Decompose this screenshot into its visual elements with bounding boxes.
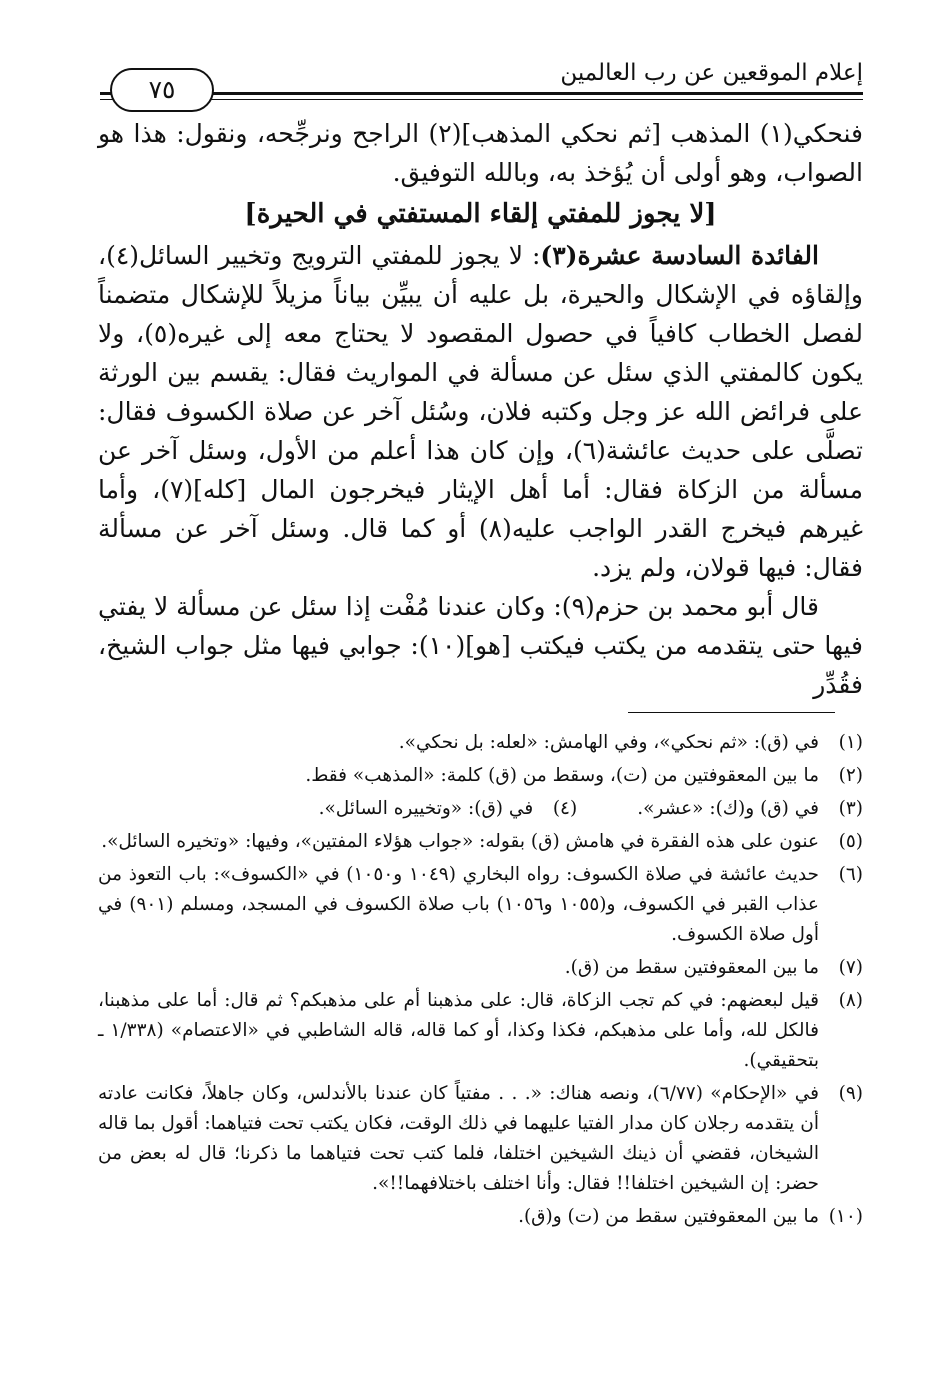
main-text xyxy=(98,114,863,704)
footnote-6 xyxy=(98,860,863,950)
footnote-number: (٦) xyxy=(838,864,863,885)
header-rule-thin xyxy=(100,99,863,100)
footnote-number: (٣) xyxy=(838,798,863,819)
paragraph-2-text: : لا يجوز للمفتي الترويج وتخيير السائل(٤)، وإلقاؤه في الإشكال والحيرة، بل عليه أن يبيِّن بياناً مزيلاً للإشكال متضمناً لفصل الخطاب كافياً في حصول المقصود لا يحتاج معه إلى غيره(٥)، ولا يكون كالمفتي الذي سئل عن مسألة في المواريث فقال: يقسم بين الورثة على فرائض الله عز وجل وكتبه فلان، وسُئل آخر عن صلاة الكسوف فقال: تصلَّى على حديث عائشة(٦)، وإن كان هذا أعلم من الأول، وسئل آخر عن مسألة من الزكاة فقال: أما أهل الإيثار فيخرجون المال [كله](٧)، وأما غيرهم فيخرج القدر الواجب عليه(٨) أو كما قال. وسئل آخر عن مسألة فقال: فيها قولان، ولم يزد. xyxy=(98,241,863,582)
footnotes xyxy=(98,728,863,1235)
footnote-number: (٥) xyxy=(838,831,863,852)
footnote-number: (١) xyxy=(838,732,863,753)
footnote-number: (٤) xyxy=(552,798,578,819)
footnote-7 xyxy=(98,953,863,983)
footnote-8 xyxy=(98,986,863,1076)
page-number-badge: ٧٥ xyxy=(110,68,214,112)
footnote-number: (٧) xyxy=(838,957,863,978)
footnote-separator xyxy=(628,712,835,713)
section-heading: [لا يجوز للمفتي إلقاء المستفتي في الحيرة] xyxy=(244,199,717,229)
footnote-number: (٨) xyxy=(838,990,863,1011)
footnote-text: في (ق): «ثم نحكي»، وفي الهامش: «لعله: بل نحكي». xyxy=(398,732,819,753)
footnote-text: في (ق) و(ك): «عشر». xyxy=(637,798,819,819)
footnote-number: (٢) xyxy=(838,765,863,786)
footnote-text: حديث عائشة في صلاة الكسوف: رواه البخاري (١٠٤٩ و١٠٥٠) في «الكسوف»: باب التعوذ من عذاب القبر في الكسوف، و(١٠٥٥ و١٠٥٦) باب صلاة الكسوف في المسجد، ومسلم (٩٠١) في أول صلاة الكسوف. xyxy=(98,864,819,945)
footnote-1 xyxy=(98,728,863,758)
footnote-5 xyxy=(98,827,863,857)
footnote-text: في «الإحكام» (٦/٧٧)، ونصه هناك: «. . . مفتياً كان عندنا بالأندلس، وكان جاهلاً، فكانت عادته أن يتقدمه رجلان كان مدار الفتيا عليهما في ذلك الوقت، فكان يكتب تحت فتياهما: أقول بما قاله الشيخان، فقضي أن ذينك الشيخين اختلفا، فلما كتب تحت فتياهما ما ذكرنا؛ قال له بعض من حضر: إن الشيخين اختلفا!! فقال: وأنا اختلف باختلافهما!!». xyxy=(98,1083,819,1194)
paragraph-2-lead: الفائدة السادسة عشرة(٣) xyxy=(540,241,819,270)
footnote-text: ما بين المعقوفتين سقط من (ت) و(ق). xyxy=(518,1206,819,1227)
footnote-number: (١٠) xyxy=(828,1206,863,1227)
footnote-number: (٩) xyxy=(838,1083,863,1104)
footnote-text: ما بين المعقوفتين سقط من (ق). xyxy=(564,957,819,978)
footnote-9 xyxy=(98,1079,863,1199)
header-rule-thick xyxy=(100,92,863,95)
footnote-3-4-row xyxy=(98,794,863,824)
paragraph-2 xyxy=(98,236,863,587)
paragraph-1: فنحكي(١) المذهب [ثم نحكي المذهب](٢) الراجح ونرجِّحه، ونقول: هذا هو الصواب، وهو أولى أن يُؤخذ به، وبالله التوفيق. xyxy=(98,119,863,187)
footnote-3 xyxy=(637,794,863,824)
running-header-title: إعلام الموقعين عن رب العالمين xyxy=(560,60,863,86)
paragraph-3: قال أبو محمد بن حزم(٩): وكان عندنا مُفْت إذا سئل عن مسألة لا يفتي فيها حتى يتقدمه من يكتب فيكتب [هو](١٠): جوابي فيها مثل جواب الشيخ، فقُدِّر xyxy=(98,592,863,699)
footnote-text: في (ق): «وتخييره السائل». xyxy=(318,798,534,819)
footnote-2 xyxy=(98,761,863,791)
footnote-text: ما بين المعقوفتين من (ت)، وسقط من (ق) كلمة: «المذهب» فقط. xyxy=(305,765,819,786)
footnote-text: عنون على هذه الفقرة في هامش (ق) بقوله: «جواب هؤلاء المفتين»، وفيها: «وتخيره السائل». xyxy=(101,831,819,852)
footnote-4 xyxy=(319,794,578,824)
footnote-10 xyxy=(98,1202,863,1232)
footnote-text: قيل لبعضهم: في كم تجب الزكاة، قال: على مذهبنا أم على مذهبكم؟ ثم قال: أما على مذهبنا، فالكل لله، وأما على مذهبكم، فكذا وكذا، أو كما قاله، قاله الشاطبي في «الاعتصام» (١/٣٣٨ ـ بتحقيقي). xyxy=(98,990,819,1071)
